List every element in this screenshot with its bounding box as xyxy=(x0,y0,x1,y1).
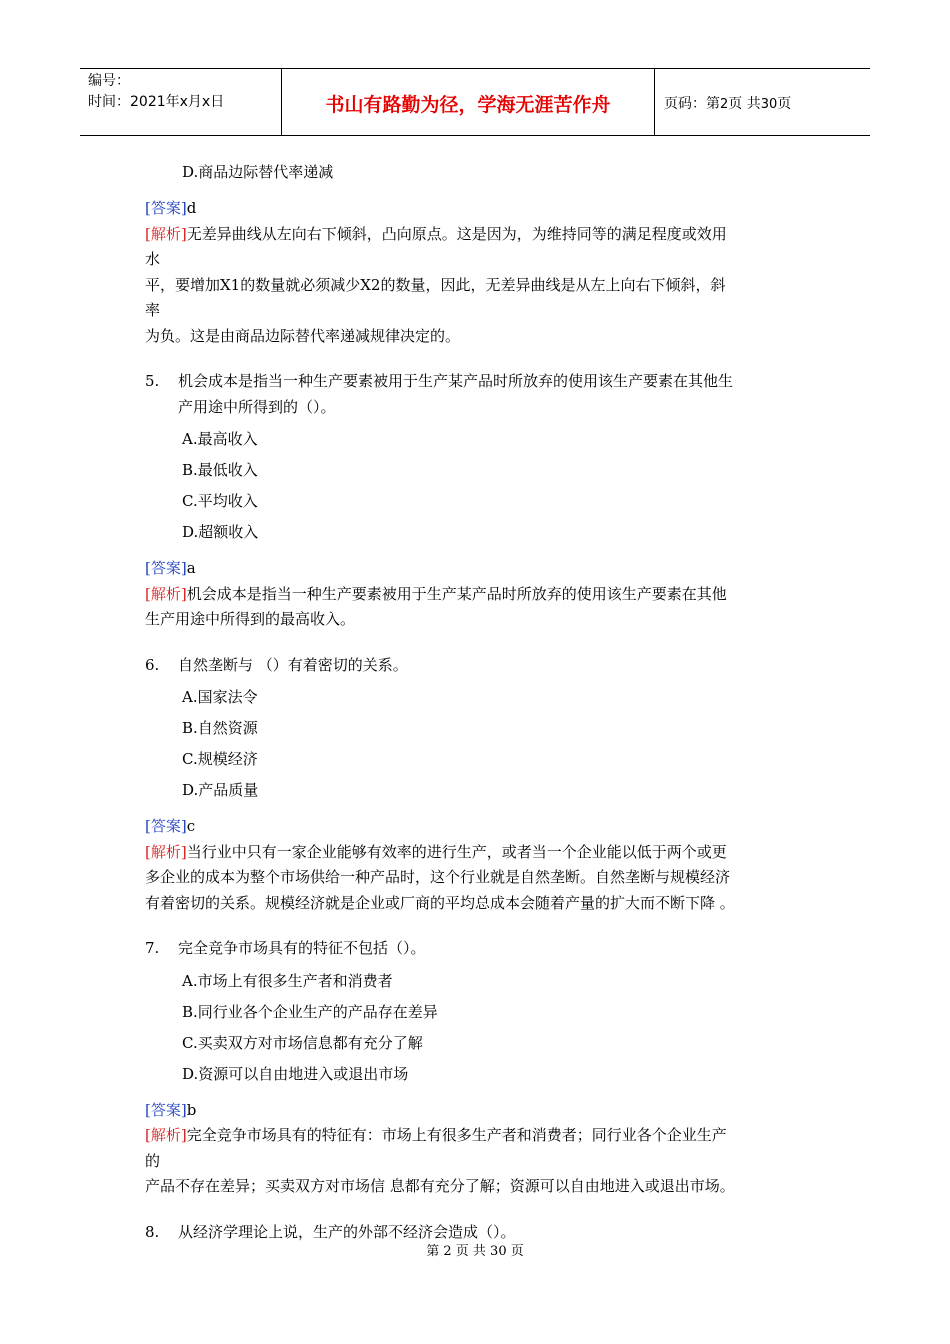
option-item: C.规模经济 xyxy=(182,750,258,768)
explanation-line: 水 xyxy=(145,250,161,268)
explanation-block xyxy=(145,222,810,350)
explanation-tag: [解析] xyxy=(145,584,187,603)
page-number: 2 xyxy=(720,97,729,112)
answer-line xyxy=(145,196,810,222)
answer-tag: [答案] xyxy=(145,1100,187,1119)
answer-line xyxy=(145,556,810,582)
page-label: 页码：第 xyxy=(664,96,720,112)
answer-value: b xyxy=(186,1100,197,1119)
answer-tag: [答案] xyxy=(145,199,187,217)
page-footer: 第 2 页 共 30 页 xyxy=(426,1244,524,1259)
page-header xyxy=(80,68,870,136)
explanation-line: 生产用途中所得到的最高收入。 xyxy=(145,610,356,628)
option-item: B.最低收入 xyxy=(182,461,258,479)
answer-tag: [答案] xyxy=(145,559,187,577)
page-total: 30 xyxy=(760,97,778,112)
document-time-label: 时间：2021年x月x日 xyxy=(88,94,225,110)
question-number: 6. xyxy=(145,655,160,674)
option-item: A.市场上有很多生产者和消费者 xyxy=(182,971,393,990)
question-stem xyxy=(145,936,810,962)
explanation-line: [解析]机会成本是指当一种生产要素被用于生产某产品时所放弃的使用该生产要素在其他 xyxy=(145,584,727,603)
question-stem xyxy=(145,1220,810,1246)
explanation-line: [解析]完全竞争市场具有的特征有：市场上有很多生产者和消费者；同行业各个企业生产 xyxy=(145,1126,727,1144)
explanation-line: 平，要增加X1的数量就必须减少X2的数量，因此，无差异曲线是从左上向右下倾斜，斜 xyxy=(145,275,726,294)
answer-value: c xyxy=(186,817,196,835)
option-item: C.买卖双方对市场信息都有充分了解 xyxy=(182,1033,423,1052)
document-body xyxy=(145,156,810,1245)
header-page-info xyxy=(655,69,870,135)
explanation-line: 多企业的成本为整个市场供给一种产品时，这个行业就是自然垄断。自然垄断与规模经济 xyxy=(145,868,731,886)
document-number-label: 编号： xyxy=(88,73,130,89)
question-text: 完全竞争市场具有的特征不包括（）。 xyxy=(178,939,426,957)
question-stem xyxy=(145,369,810,420)
page-mid: 页 共 xyxy=(728,96,761,112)
option-item: B.同行业各个企业生产的产品存在差异 xyxy=(182,1002,438,1021)
question-text: 机会成本是指当一种生产要素被用于生产某产品时所放弃的使用该生产要素在其他生 xyxy=(178,372,734,390)
explanation-line: 为负。这是由商品边际替代率递减规律决定的。 xyxy=(145,326,461,345)
explanation-block xyxy=(145,582,810,633)
question-number: 5. xyxy=(145,372,160,390)
page-end: 页 xyxy=(777,96,792,112)
option-item: D.资源可以自由地进入或退出市场 xyxy=(182,1064,409,1083)
explanation-line: [解析]当行业中只有一家企业能够有效率的进行生产，或者当一个企业能以低于两个或更 xyxy=(145,842,727,861)
question-text: 从经济学理论上说，生产的外部不经济会造成（）。 xyxy=(178,1222,516,1241)
option-item: D.超额收入 xyxy=(182,523,259,541)
explanation-line: 有着密切的关系。规模经济就是企业或厂商的平均总成本会随着产量的扩大而不断下降 。 xyxy=(145,893,735,912)
explanation-tag: [解析] xyxy=(145,842,187,861)
question-number: 7. xyxy=(145,939,160,957)
option-item: A.国家法令 xyxy=(182,688,258,706)
explanation-tag: [解析] xyxy=(145,224,187,243)
explanation-line: 率 xyxy=(145,301,161,319)
answer-value: a xyxy=(186,559,196,577)
explanation-line: 的 xyxy=(145,1151,161,1170)
question-text: 自然垄断与 （）有着密切的关系。 xyxy=(178,655,408,674)
answer-tag: [答案] xyxy=(145,817,187,835)
option-item: B.自然资源 xyxy=(182,719,258,737)
option-item: D.商品边际替代率递减 xyxy=(182,163,334,181)
question-number: 8. xyxy=(145,1222,160,1241)
question-stem xyxy=(145,653,810,679)
explanation-block xyxy=(145,840,810,917)
answer-line xyxy=(145,814,810,840)
answer-value: d xyxy=(186,199,197,217)
question-list xyxy=(145,349,810,1245)
option-item: A.最高收入 xyxy=(182,430,258,448)
answer-line xyxy=(145,1098,810,1124)
option-item: D.产品质量 xyxy=(182,781,259,799)
explanation-block xyxy=(145,1123,810,1200)
explanation-tag: [解析] xyxy=(145,1126,187,1144)
question-text: 产用途中所得到的（）。 xyxy=(178,397,336,416)
header-motto: 书山有路勤为径，学海无涯苦作舟 xyxy=(282,69,655,135)
option-item: C.平均收入 xyxy=(182,492,258,510)
explanation-line: 产品不存在差异；买卖双方对市场信 息都有充分了解；资源可以自由地进入或退出市场。 xyxy=(145,1177,735,1195)
header-meta-cell xyxy=(80,69,282,135)
explanation-line: [解析]无差异曲线从左向右下倾斜，凸向原点。这是因为，为维持同等的满足程度或效用 xyxy=(145,224,727,243)
